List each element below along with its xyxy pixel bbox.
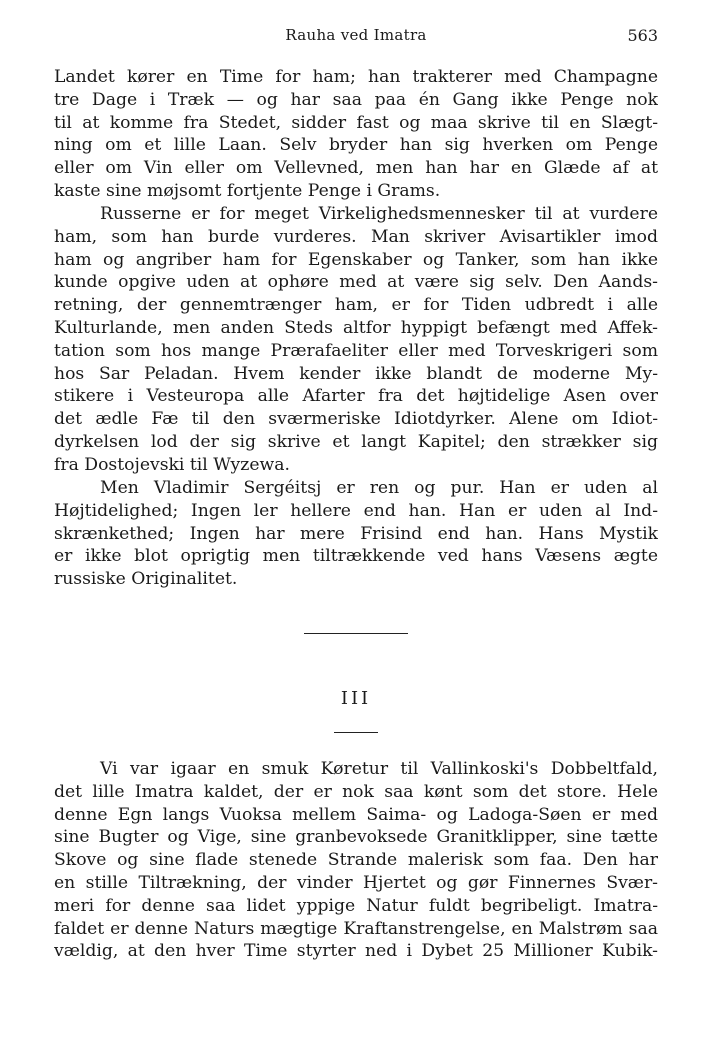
text-line: Russerne er for meget Virkelighedsmennesker til at vurdere bbox=[100, 204, 658, 224]
page-header bbox=[54, 26, 658, 50]
text-line: Men Vladimir Sergéitsj er ren og pur. Han er uden al bbox=[100, 478, 658, 498]
text-line: det lille Imatra kaldet, der er nok saa kønt som det store. Hele bbox=[54, 781, 658, 802]
section-heading: III bbox=[340, 688, 372, 709]
text-line: Vi var igaar en smuk Køretur til Vallinkoski's Dobbeltfald, bbox=[100, 759, 658, 779]
page-number: 563 bbox=[627, 26, 658, 45]
text-line: tation som hos mange Prærafaeliter eller med Torveskrigeri som bbox=[54, 340, 658, 361]
text-line: er ikke blot oprigtig men tiltrækkende ved hans Væsens ægte bbox=[54, 546, 658, 567]
text-line: eller om Vin eller om Vellevned, men han har en Glæde af at bbox=[54, 158, 658, 179]
text-line: faldet er denne Naturs mægtige Kraftanstrengelse, en Malstrøm saa bbox=[54, 918, 658, 939]
text-line: sine Bugter og Vige, sine granbevoksede Granitklipper, sine tætte bbox=[54, 827, 658, 848]
paragraph-2 bbox=[54, 203, 658, 477]
heading-underline-rule bbox=[334, 732, 378, 733]
text-line: Kulturlande, men anden Steds altfor hyppigt befængt med Affek- bbox=[54, 317, 658, 338]
text-line: hos Sar Peladan. Hvem kender ikke blandt de moderne My- bbox=[54, 363, 658, 384]
text-line: til at komme fra Stedet, sidder fast og maa skrive til en Slægt- bbox=[54, 112, 658, 133]
text-line: Højtidelighed; Ingen ler hellere end han. Han er uden al Ind- bbox=[54, 500, 658, 521]
section-paragraph bbox=[54, 758, 658, 963]
text-line: dyrkelsen lod der sig skrive et langt Kapitel; den strækker sig bbox=[54, 431, 658, 452]
text-line: meri for denne saa lidet yppige Natur fuldt begribeligt. Imatra- bbox=[54, 895, 658, 916]
text-line: vældig, at den hver Time styrter ned i Dybet 25 Millioner Kubik- bbox=[54, 941, 658, 962]
text-line: retning, der gennemtrænger ham, er for Tiden udbredt i alle bbox=[54, 295, 658, 316]
text-line: kaste sine møjsomt fortjente Penge i Grams. bbox=[54, 180, 441, 201]
text-line: ham og angriber ham for Egenskaber og Tanker, som han ikke bbox=[54, 249, 658, 270]
text-line: russiske Originalitet. bbox=[54, 569, 238, 590]
paragraph-3 bbox=[54, 477, 658, 591]
text-line: stikere i Vesteuropa alle Afarter fra det højtidelige Asen over bbox=[54, 386, 658, 407]
text-line: Skove og sine flade stenede Strande malerisk som faa. Den har bbox=[54, 850, 658, 871]
section-divider-rule bbox=[304, 633, 408, 634]
text-line: en stille Tiltrækning, der vinder Hjertet og gør Finnernes Svær- bbox=[54, 872, 658, 893]
paragraph-1 bbox=[54, 66, 658, 203]
text-line: skrænkethed; Ingen har mere Frisind end han. Hans Mystik bbox=[54, 523, 658, 544]
text-line: Landet kører en Time for ham; han trakterer med Champagne bbox=[54, 67, 658, 87]
text-line: det ædle Fæ til den sværmeriske Idiotdyrker. Alene om Idiot- bbox=[54, 409, 658, 430]
running-title: Rauha ved Imatra bbox=[285, 26, 427, 44]
text-line: kunde opgive uden at ophøre med at være sig selv. Den Aands- bbox=[54, 272, 658, 293]
text-line: ning om et lille Laan. Selv bryder han sig hverken om Penge bbox=[54, 135, 658, 156]
text-line: ham, som han burde vurderes. Man skriver Avisartikler imod bbox=[54, 226, 658, 247]
text-line: fra Dostojevski til Wyzewa. bbox=[54, 454, 290, 475]
text-line: denne Egn langs Vuoksa mellem Saima- og Ladoga-Søen er med bbox=[54, 804, 658, 825]
text-line: tre Dage i Træk — og har saa paa én Gang ikke Penge nok bbox=[54, 89, 658, 110]
